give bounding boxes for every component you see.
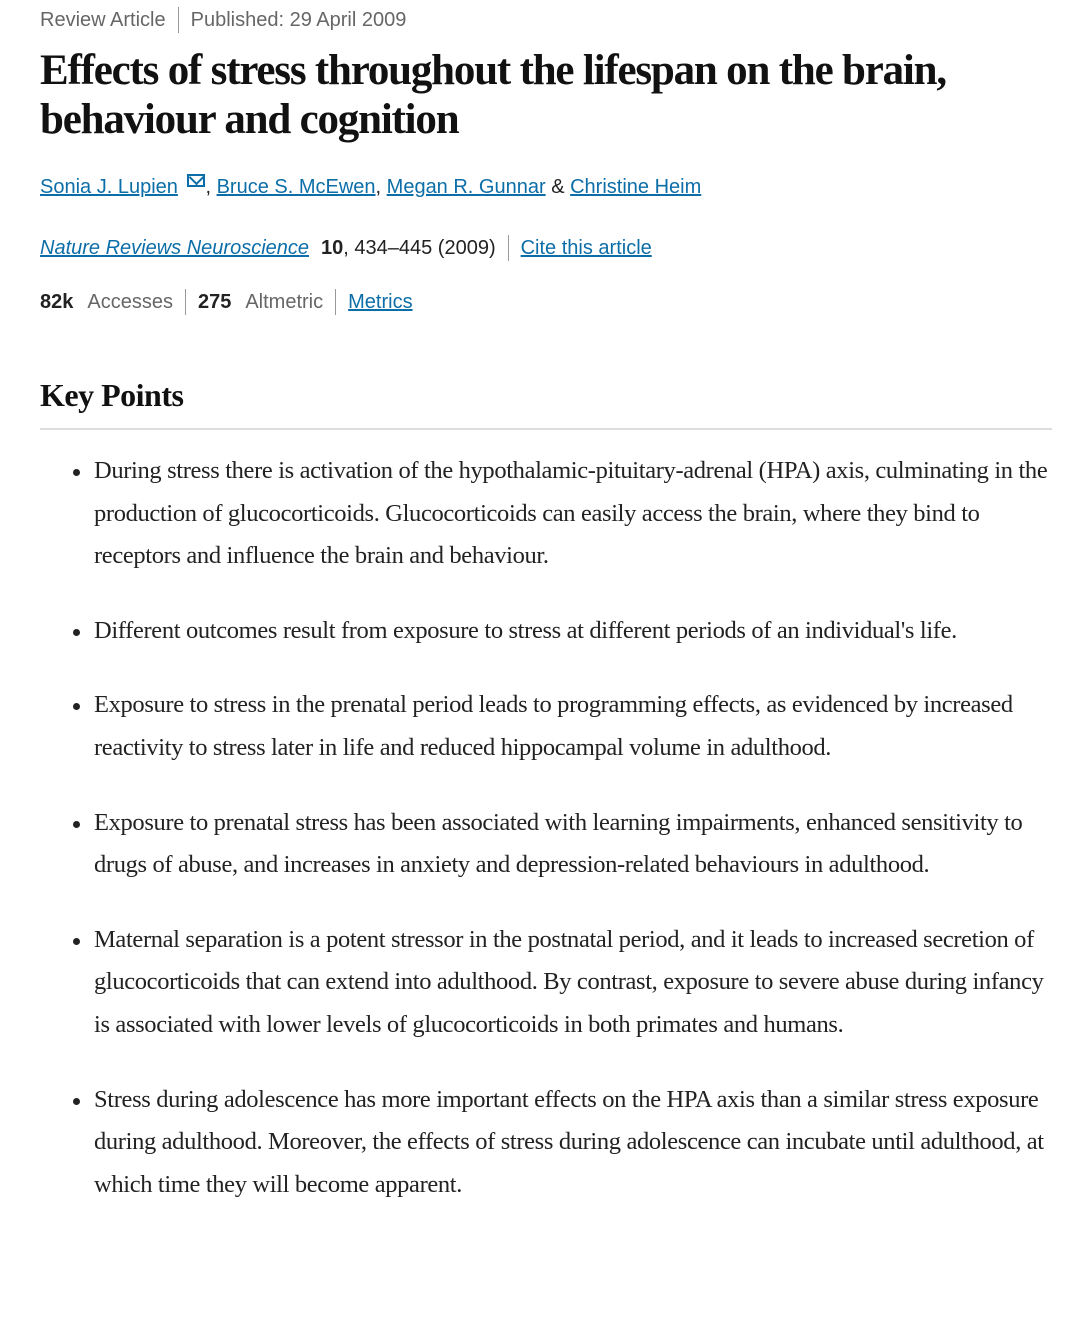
cite-article-link[interactable]: Cite this article <box>520 236 652 259</box>
pages-year: , 434–445 (2009) <box>343 236 496 259</box>
author-link[interactable]: Megan R. Gunnar <box>386 176 546 198</box>
published-date: Published: 29 April 2009 <box>190 8 407 31</box>
list-item: Exposure to stress in the prenatal period leads to programming effects, as evidenced by increased reactivity to stress later in life and reduced hippocampal volume in adulthood. <box>94 684 1052 769</box>
list-item: Stress during adolescence has more important effects on the HPA axis than a similar stress exposure during adulthood. Moreover, the effects of stress during adolescence can incubate until adulthood, at which time they will become apparent. <box>94 1079 1052 1207</box>
author-link[interactable]: Christine Heim <box>570 176 702 198</box>
article-header <box>40 0 1052 1238</box>
list-item: During stress there is activation of the hypothalamic-pituitary-adrenal (HPA) axis, culminating in the production of glucocorticoids. Glucocorticoids can easily access the brain, where they bind to receptors and influence the brain and behaviour. <box>94 450 1052 578</box>
accesses-label: Accesses <box>87 290 173 313</box>
divider <box>185 289 186 315</box>
separator: & <box>551 176 565 198</box>
article-type: Review Article <box>40 8 166 31</box>
altmetric-value: 275 <box>197 290 232 313</box>
article-title: Effects of stress throughout the lifespan on the brain, behaviour and cognition <box>40 47 946 143</box>
divider <box>508 235 509 261</box>
citation-line <box>40 235 1052 261</box>
separator: , <box>205 176 212 198</box>
key-points-heading: Key Points <box>40 377 184 413</box>
article-meta <box>40 6 1052 34</box>
list-item: Different outcomes result from exposure to stress at different periods of an individual's life. <box>94 610 1052 653</box>
author-list <box>40 174 1052 199</box>
metrics-link[interactable]: Metrics <box>348 290 413 313</box>
list-item: Exposure to prenatal stress has been associated with learning impairments, enhanced sensitivity to drugs of abuse, and increases in anxiety and depression-related behaviours in adulthood. <box>94 802 1052 887</box>
accesses-value: 82k <box>40 290 74 313</box>
separator: , <box>375 176 382 198</box>
author-link[interactable]: Sonia J. Lupien <box>40 176 178 198</box>
heading-rule <box>40 428 1052 430</box>
mail-icon[interactable] <box>187 174 205 187</box>
altmetric-label: Altmetric <box>245 290 324 313</box>
volume: 10 <box>321 236 344 259</box>
key-points-list <box>40 450 1052 1206</box>
list-item: Maternal separation is a potent stressor in the postnatal period, and it leads to increased secretion of glucocorticoids that can extend into adulthood. By contrast, exposure to severe abuse during infancy is associated with lower levels of glucocorticoids in both primates and humans. <box>94 919 1052 1047</box>
divider <box>178 7 179 33</box>
journal-link[interactable]: Nature Reviews Neuroscience <box>40 236 310 259</box>
author-link[interactable]: Bruce S. McEwen <box>216 176 376 198</box>
divider <box>335 289 336 315</box>
metrics-line <box>40 289 1052 315</box>
